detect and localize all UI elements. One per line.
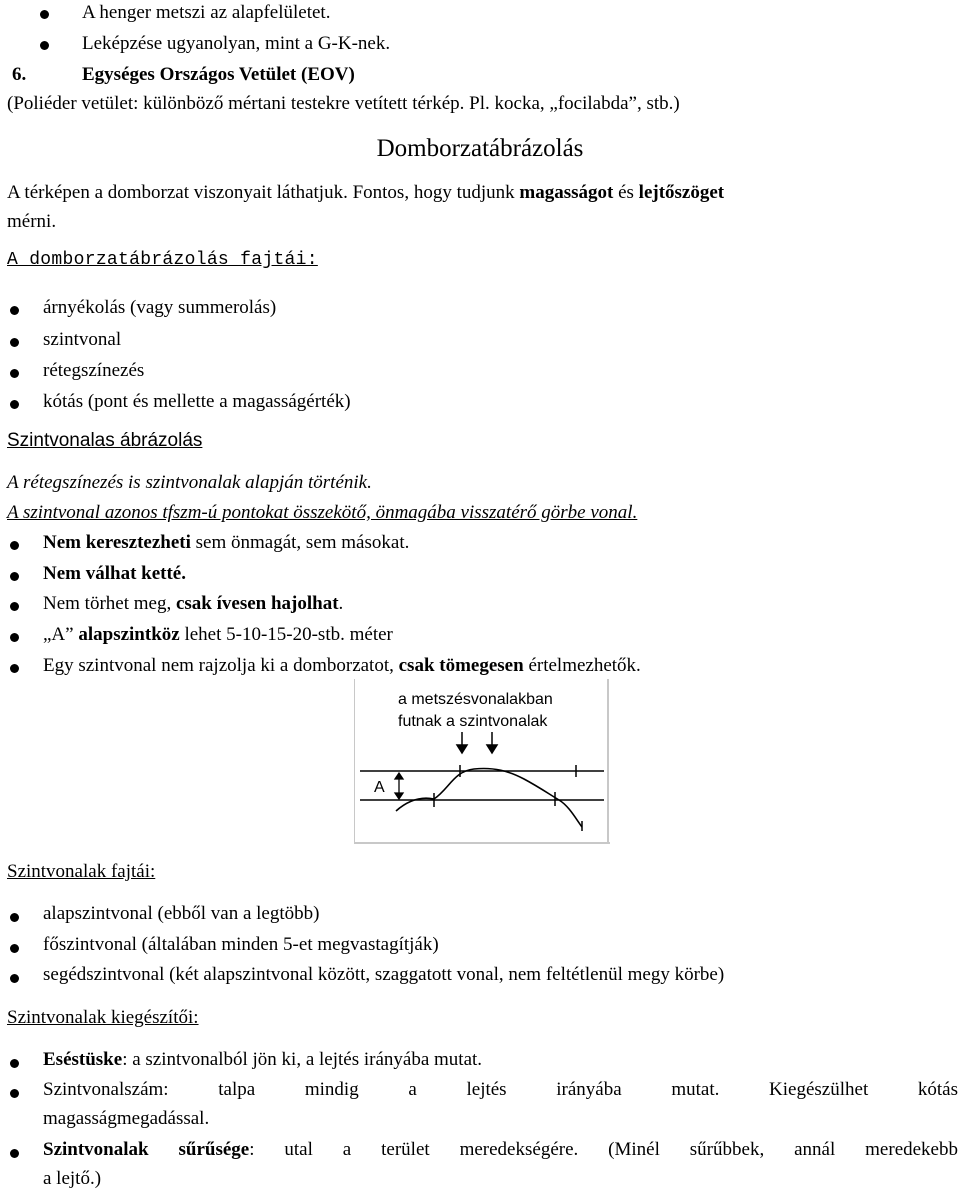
list-item: főszintvonal (általában minden 5-et megvastagítják) <box>43 934 439 955</box>
list-item-justified: Szintvonalszám: talpa mindig a lejtés irányába mutat. Kiegészülhet kótás <box>43 1079 958 1100</box>
list-item-justified: Szintvonalak sűrűsége: utal a terület meredekségére. (Minél sűrűbbek, annál meredekebb <box>43 1139 958 1160</box>
bullet <box>10 1149 19 1158</box>
list-item: segédszintvonal (két alapszintvonal között, szaggatott vonal, nem feltétlenül megy körbe) <box>43 964 725 985</box>
bullet <box>10 1059 19 1068</box>
list-number: 6. <box>12 64 27 85</box>
list-item: kótás (pont és mellette a magasságérték) <box>43 391 351 412</box>
bullet <box>10 664 19 673</box>
intro-text-cont: mérni. <box>7 211 57 232</box>
bullet <box>10 369 19 378</box>
heading-fajtai: A domborzatábrázolás fajtái: <box>7 250 318 270</box>
bullet <box>10 400 19 409</box>
bullet <box>10 633 19 642</box>
list-item-cont: magasságmegadással. <box>43 1108 210 1129</box>
text-line: A henger metszi az alapfelületet. <box>82 2 331 23</box>
bullet <box>10 541 19 550</box>
figure-label-a: A <box>374 779 385 796</box>
heading-kiegeszitoi: Szintvonalak kiegészítői: <box>7 1007 199 1028</box>
italic-underlined-text: A szintvonal azonos tfszm-ú pontokat összekötő, önmagába visszatérő görbe vonal. <box>7 502 638 523</box>
list-item: Nem törhet meg, csak ívesen hajolhat. <box>43 593 344 614</box>
list-item: Nem keresztezheti sem önmagát, sem másokat. <box>43 532 410 553</box>
italic-text: A rétegszínezés is szintvonalak alapján történik. <box>7 472 372 493</box>
bullet <box>40 10 49 19</box>
contour-diagram <box>354 679 610 844</box>
figure-caption-line1: a metszésvonalakban <box>398 691 553 708</box>
bullet <box>10 974 19 983</box>
list-item: Nem válhat ketté. <box>43 563 186 584</box>
heading-szintvonalak-fajtai: Szintvonalak fajtái: <box>7 861 156 882</box>
heading-eov: Egységes Országos Vetület (EOV) <box>82 64 355 85</box>
bullet <box>10 306 19 315</box>
bullet <box>10 913 19 922</box>
section-title: Domborzatábrázolás <box>376 135 584 162</box>
list-item: szintvonal <box>43 329 122 350</box>
list-item: Eséstüske: a szintvonalból jön ki, a lejtés irányába mutat. <box>43 1049 483 1070</box>
bullet <box>10 572 19 581</box>
list-item: alapszintvonal (ebből van a legtöbb) <box>43 903 320 924</box>
bullet <box>10 944 19 953</box>
list-item: „A” alapszintköz lehet 5-10-15-20-stb. méter <box>43 624 393 645</box>
list-item: árnyékolás (vagy summerolás) <box>43 297 277 318</box>
intro-text: A térképen a domborzat viszonyait láthatjuk. Fontos, hogy tudjunk magasságot és lejtőszöget <box>7 182 725 203</box>
text-line: (Poliéder vetület: különböző mértani testekre vetített térkép. Pl. kocka, „focilabda”, stb.) <box>7 93 680 114</box>
list-item: Egy szintvonal nem rajzolja ki a domborzatot, csak tömegesen értelmezhetők. <box>43 655 641 676</box>
text-line: Leképzése ugyanolyan, mint a G-K-nek. <box>82 33 391 54</box>
bullet <box>10 1089 19 1098</box>
bullet <box>40 41 49 50</box>
bullet <box>10 338 19 347</box>
list-item-cont: a lejtő.) <box>43 1168 102 1189</box>
bullet <box>10 602 19 611</box>
figure-caption-line2: futnak a szintvonalak <box>398 713 548 730</box>
list-item: rétegszínezés <box>43 360 145 381</box>
heading-szintvonalas: Szintvonalas ábrázolás <box>7 430 203 451</box>
